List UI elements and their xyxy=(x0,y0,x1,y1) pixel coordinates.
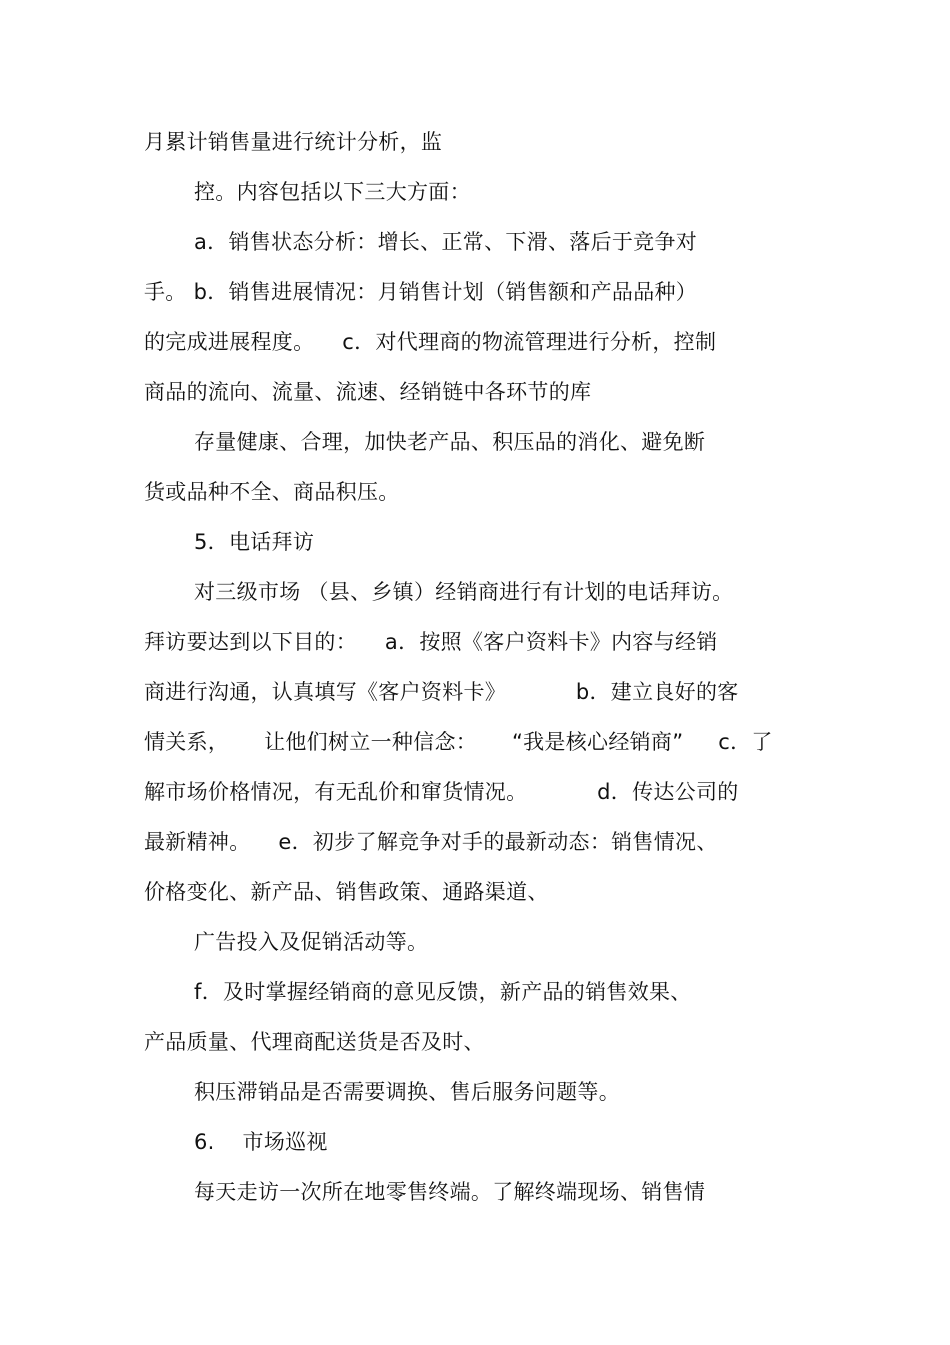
text-line: 的完成进展程度。 c．对代理商的物流管理进行分析，控制 xyxy=(144,330,717,354)
text-line: 商品的流向、流量、流速、经销链中各环节的库 xyxy=(144,380,592,404)
text-line: 货或品种不全、商品积压。 xyxy=(144,480,400,504)
text-line: 存量健康、合理，加快老产品、积压品的消化、避免断 xyxy=(194,430,706,454)
section-heading: 5．电话拜访 xyxy=(194,530,315,554)
text-line: f．及时掌握经销商的意见反馈，新产品的销售效果、 xyxy=(194,980,692,1004)
text-line: 对三级市场 （县、乡镇）经销商进行有计划的电话拜访。 xyxy=(194,580,734,604)
text-line: 商进行沟通，认真填写《客户资料卡》 b．建立良好的客 xyxy=(144,680,739,704)
text-line: 积压滞销品是否需要调换、售后服务问题等。 xyxy=(194,1080,620,1104)
text-line: 月累计销售量进行统计分析，监 xyxy=(144,130,443,154)
text-line: 情关系， 让他们树立一种信念： “我是核心经销商” c．了 xyxy=(144,730,773,754)
text-line: 每天走访一次所在地零售终端。了解终端现场、销售情 xyxy=(194,1180,706,1204)
text-line: 手。 b．销售进展情况：月销售计划（销售额和产品品种） xyxy=(144,280,698,304)
text-line: a．销售状态分析：增长、正常、下滑、落后于竞争对 xyxy=(194,230,698,254)
section-heading: 6. 市场巡视 xyxy=(194,1130,328,1154)
text-line: 拜访要达到以下目的： a．按照《客户资料卡》内容与经销 xyxy=(144,630,718,654)
text-line: 控。内容包括以下三大方面： xyxy=(194,180,471,204)
text-line: 价格变化、新产品、销售政策、通路渠道、 xyxy=(144,880,549,904)
text-line: 最新精神。 e．初步了解竞争对手的最新动态：销售情况、 xyxy=(144,830,718,854)
text-line: 产品质量、代理商配送货是否及时、 xyxy=(144,1030,485,1054)
text-line: 解市场价格情况，有无乱价和窜货情况。 d．传达公司的 xyxy=(144,780,739,804)
text-line: 广告投入及促销活动等。 xyxy=(194,930,429,954)
